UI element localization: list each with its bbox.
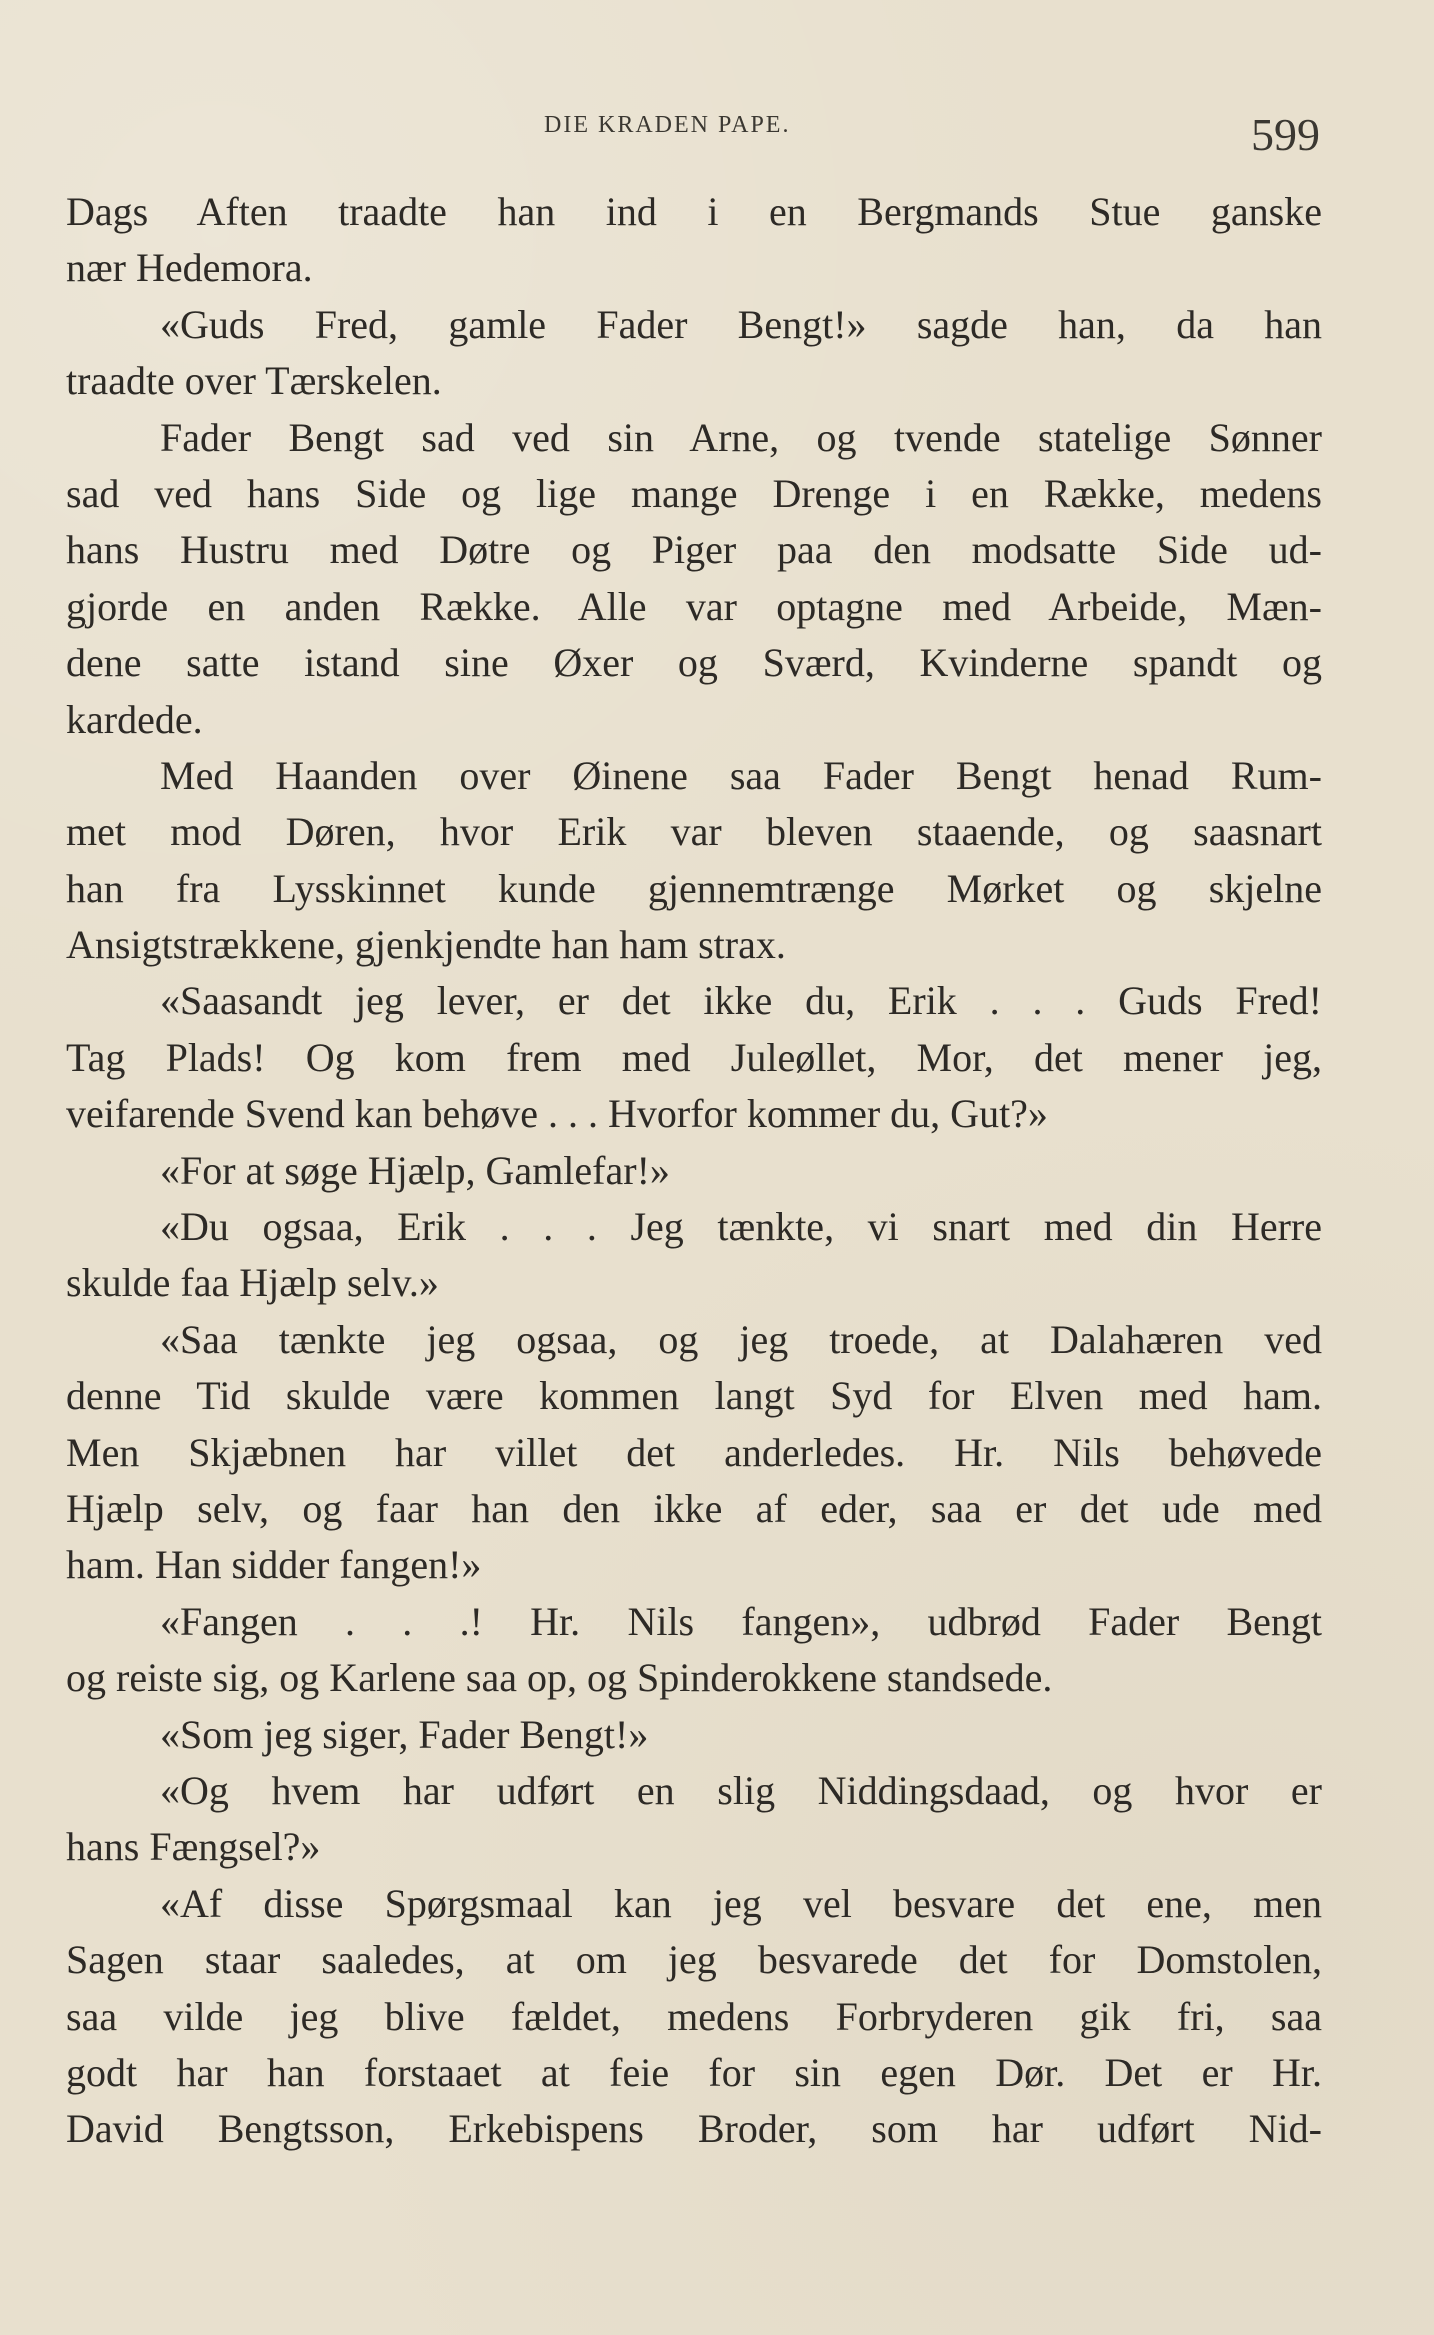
text-line: gjorde en anden Række. Alle var optagne med Arbeide, Mæn- [66, 583, 1322, 629]
text-line: «Guds Fred, gamle Fader Bengt!» sagde han, da han [160, 301, 1322, 347]
text-line: Hjælp selv, og faar han den ikke af eder, saa er det ude med [66, 1485, 1322, 1531]
running-head: DIE KRADEN PAPE. [544, 112, 791, 138]
text-line: traadte over Tærskelen. [66, 358, 442, 404]
text-line: Sagen staar saaledes, at om jeg besvarede det for Domstolen, [66, 1937, 1322, 1983]
text-line: Ansigtstrækkene, gjenkjendte han ham strax. [66, 922, 786, 968]
text-line: Fader Bengt sad ved sin Arne, og tvende statelige Sønner [160, 414, 1322, 460]
text-line: han fra Lysskinnet kunde gjennemtrænge Mørket og skjelne [66, 865, 1322, 911]
text-line: hans Hustru med Døtre og Piger paa den modsatte Side ud- [66, 527, 1322, 573]
text-line: dene satte istand sine Øxer og Sværd, Kvinderne spandt og [66, 640, 1322, 686]
text-line: sad ved hans Side og lige mange Drenge i en Række, medens [66, 470, 1322, 516]
text-line: Men Skjæbnen har villet det anderledes. Hr. Nils behøvede [66, 1429, 1322, 1475]
text-line: nær Hedemora. [66, 245, 313, 291]
text-line: «Du ogsaa, Erik . . . Jeg tænkte, vi snart med din Herre [160, 1204, 1322, 1250]
text-line: «Som jeg siger, Fader Bengt!» [160, 1711, 649, 1757]
text-line: veifarende Svend kan behøve . . . Hvorfor kommer du, Gut?» [66, 1091, 1048, 1137]
text-line: Tag Plads! Og kom frem med Juleøllet, Mor, det mener jeg, [66, 1034, 1322, 1080]
text-line: Med Haanden over Øinene saa Fader Bengt henad Rum- [160, 752, 1322, 798]
text-line: godt har han forstaaet at feie for sin egen Dør. Det er Hr. [66, 2049, 1322, 2095]
text-line: skulde faa Hjælp selv.» [66, 1260, 439, 1306]
text-line: «Saasandt jeg lever, er det ikke du, Erik . . . Guds Fred! [160, 978, 1322, 1024]
body-text [66, 184, 1322, 2158]
text-line: Dags Aften traadte han ind i en Bergmands Stue ganske [66, 189, 1322, 234]
text-line: saa vilde jeg blive fældet, medens Forbryderen gik fri, saa [66, 1993, 1322, 2039]
text-line: David Bengtsson, Erkebispens Broder, som har udført Nid- [66, 2106, 1322, 2152]
text-line: «Fangen . . .! Hr. Nils fangen», udbrød Fader Bengt [160, 1598, 1322, 1644]
page-number: 599 [1251, 109, 1320, 160]
text-line: hans Fængsel?» [66, 1824, 321, 1870]
text-line: ham. Han sidder fangen!» [66, 1542, 482, 1588]
text-line: kardede. [66, 696, 203, 742]
text-line: «Af disse Spørgsmaal kan jeg vel besvare det ene, men [160, 1880, 1322, 1926]
text-line: og reiste sig, og Karlene saa op, og Spinderokkene standsede. [66, 1655, 1053, 1701]
text-line: «Saa tænkte jeg ogsaa, og jeg troede, at Dalahæren ved [160, 1316, 1322, 1362]
text-line: «Og hvem har udført en slig Niddingsdaad, og hvor er [160, 1767, 1322, 1813]
text-line: «For at søge Hjælp, Gamlefar!» [160, 1147, 670, 1193]
text-line: met mod Døren, hvor Erik var bleven staaende, og saasnart [66, 809, 1322, 855]
text-line: denne Tid skulde være kommen langt Syd for Elven med ham. [66, 1373, 1322, 1419]
